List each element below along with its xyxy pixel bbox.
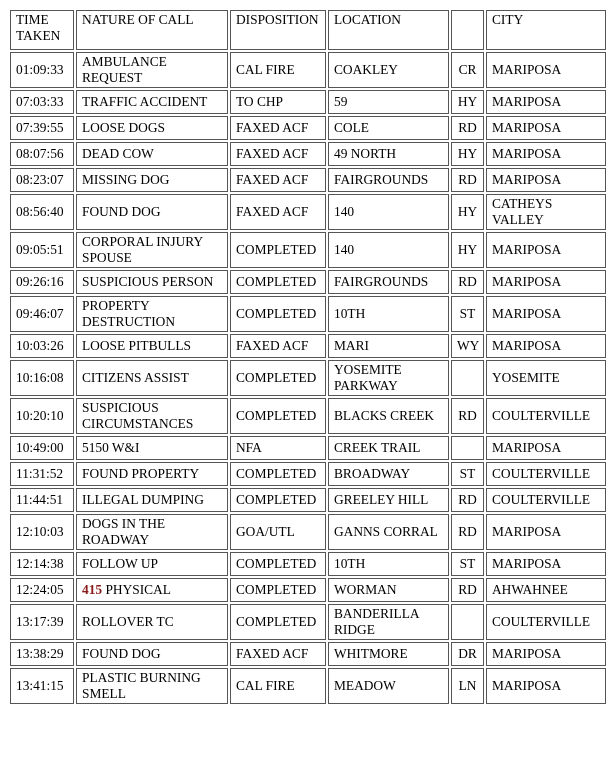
- cell-city: COULTERVILLE: [486, 488, 606, 512]
- cell-nature-of-call: MISSING DOG: [76, 168, 228, 192]
- cell-city: MARIPOSA: [486, 52, 606, 88]
- cell-city: MARIPOSA: [486, 90, 606, 114]
- cell-time-taken: 08:23:07: [10, 168, 74, 192]
- cell-city: COULTERVILLE: [486, 462, 606, 486]
- cell-time-taken: 12:14:38: [10, 552, 74, 576]
- cell-street-suffix: RD: [451, 168, 484, 192]
- cell-time-taken: 12:24:05: [10, 578, 74, 602]
- cell-disposition: FAXED ACF: [230, 116, 326, 140]
- call-log-table: [8, 8, 608, 706]
- cell-city: MARIPOSA: [486, 168, 606, 192]
- penal-code: 415: [82, 582, 103, 597]
- cell-disposition: TO CHP: [230, 90, 326, 114]
- header-city: CITY: [486, 10, 606, 50]
- cell-street-suffix: [451, 604, 484, 640]
- cell-disposition: COMPLETED: [230, 360, 326, 396]
- cell-disposition: COMPLETED: [230, 462, 326, 486]
- header-disposition: DISPOSITION: [230, 10, 326, 50]
- cell-street-suffix: [451, 436, 484, 460]
- cell-time-taken: 10:20:10: [10, 398, 74, 434]
- cell-time-taken: 10:16:08: [10, 360, 74, 396]
- table-row: [10, 514, 606, 550]
- cell-nature-of-call: LOOSE DOGS: [76, 116, 228, 140]
- nature-text: PHYSICAL: [105, 582, 171, 597]
- cell-street-suffix: RD: [451, 514, 484, 550]
- cell-disposition: FAXED ACF: [230, 194, 326, 230]
- cell-location: BROADWAY: [328, 462, 449, 486]
- table-row: [10, 398, 606, 434]
- cell-nature-of-call: TRAFFIC ACCIDENT: [76, 90, 228, 114]
- cell-disposition: NFA: [230, 436, 326, 460]
- cell-street-suffix: CR: [451, 52, 484, 88]
- cell-time-taken: 10:49:00: [10, 436, 74, 460]
- cell-street-suffix: RD: [451, 398, 484, 434]
- cell-street-suffix: HY: [451, 90, 484, 114]
- cell-location: 10TH: [328, 552, 449, 576]
- cell-nature-of-call: PROPERTY DESTRUCTION: [76, 296, 228, 332]
- table-row: [10, 668, 606, 704]
- cell-disposition: COMPLETED: [230, 604, 326, 640]
- cell-city: COULTERVILLE: [486, 398, 606, 434]
- cell-street-suffix: ST: [451, 462, 484, 486]
- cell-disposition: CAL FIRE: [230, 668, 326, 704]
- cell-street-suffix: RD: [451, 578, 484, 602]
- cell-time-taken: 13:38:29: [10, 642, 74, 666]
- cell-disposition: COMPLETED: [230, 232, 326, 268]
- cell-time-taken: 08:07:56: [10, 142, 74, 166]
- cell-street-suffix: WY: [451, 334, 484, 358]
- header-location: LOCATION: [328, 10, 449, 50]
- cell-time-taken: 07:03:33: [10, 90, 74, 114]
- cell-nature-of-call: FOUND DOG: [76, 642, 228, 666]
- cell-time-taken: 12:10:03: [10, 514, 74, 550]
- cell-disposition: FAXED ACF: [230, 642, 326, 666]
- table-row: [10, 90, 606, 114]
- cell-street-suffix: HY: [451, 232, 484, 268]
- header-time-taken: TIME TAKEN: [10, 10, 74, 50]
- table-row: [10, 642, 606, 666]
- cell-street-suffix: RD: [451, 116, 484, 140]
- cell-city: MARIPOSA: [486, 270, 606, 294]
- cell-nature-of-call: [76, 578, 228, 602]
- cell-location: MEADOW: [328, 668, 449, 704]
- cell-street-suffix: RD: [451, 270, 484, 294]
- cell-location: BANDERILLA RIDGE: [328, 604, 449, 640]
- cell-street-suffix: [451, 360, 484, 396]
- table-row: [10, 52, 606, 88]
- cell-city: AHWAHNEE: [486, 578, 606, 602]
- header-nature-of-call: NATURE OF CALL: [76, 10, 228, 50]
- cell-disposition: FAXED ACF: [230, 168, 326, 192]
- cell-location: FAIRGROUNDS: [328, 168, 449, 192]
- cell-location: CREEK TRAIL: [328, 436, 449, 460]
- cell-time-taken: 01:09:33: [10, 52, 74, 88]
- cell-city: MARIPOSA: [486, 142, 606, 166]
- cell-time-taken: 08:56:40: [10, 194, 74, 230]
- table-row: [10, 462, 606, 486]
- cell-city: MARIPOSA: [486, 436, 606, 460]
- cell-city: MARIPOSA: [486, 232, 606, 268]
- cell-city: MARIPOSA: [486, 116, 606, 140]
- cell-location: GANNS CORRAL: [328, 514, 449, 550]
- header-row: [10, 10, 606, 50]
- cell-nature-of-call: DEAD COW: [76, 142, 228, 166]
- cell-location: COAKLEY: [328, 52, 449, 88]
- cell-time-taken: 13:41:15: [10, 668, 74, 704]
- cell-nature-of-call: LOOSE PITBULLS: [76, 334, 228, 358]
- cell-disposition: FAXED ACF: [230, 142, 326, 166]
- cell-time-taken: 11:31:52: [10, 462, 74, 486]
- cell-location: 49 NORTH: [328, 142, 449, 166]
- cell-street-suffix: RD: [451, 488, 484, 512]
- cell-disposition: COMPLETED: [230, 296, 326, 332]
- cell-nature-of-call: 5150 W&I: [76, 436, 228, 460]
- cell-city: YOSEMITE: [486, 360, 606, 396]
- cell-disposition: COMPLETED: [230, 578, 326, 602]
- cell-time-taken: 13:17:39: [10, 604, 74, 640]
- cell-street-suffix: HY: [451, 194, 484, 230]
- cell-time-taken: 11:44:51: [10, 488, 74, 512]
- call-log: [8, 8, 606, 706]
- cell-city: MARIPOSA: [486, 296, 606, 332]
- cell-nature-of-call: CITIZENS ASSIST: [76, 360, 228, 396]
- cell-disposition: COMPLETED: [230, 488, 326, 512]
- cell-location: 10TH: [328, 296, 449, 332]
- cell-street-suffix: HY: [451, 142, 484, 166]
- cell-time-taken: 07:39:55: [10, 116, 74, 140]
- cell-disposition: COMPLETED: [230, 552, 326, 576]
- cell-disposition: COMPLETED: [230, 270, 326, 294]
- cell-nature-of-call: DOGS IN THE ROADWAY: [76, 514, 228, 550]
- table-row: [10, 142, 606, 166]
- table-row: [10, 116, 606, 140]
- cell-city: CATHEYS VALLEY: [486, 194, 606, 230]
- cell-nature-of-call: PLASTIC BURNING SMELL: [76, 668, 228, 704]
- cell-street-suffix: DR: [451, 642, 484, 666]
- table-row: [10, 168, 606, 192]
- cell-nature-of-call: CORPORAL INJURY SPOUSE: [76, 232, 228, 268]
- cell-time-taken: 09:46:07: [10, 296, 74, 332]
- cell-street-suffix: ST: [451, 296, 484, 332]
- cell-city: MARIPOSA: [486, 552, 606, 576]
- table-row: [10, 232, 606, 268]
- cell-nature-of-call: FOUND PROPERTY: [76, 462, 228, 486]
- cell-city: MARIPOSA: [486, 642, 606, 666]
- cell-location: FAIRGROUNDS: [328, 270, 449, 294]
- cell-time-taken: 10:03:26: [10, 334, 74, 358]
- cell-location: GREELEY HILL: [328, 488, 449, 512]
- cell-city: MARIPOSA: [486, 514, 606, 550]
- table-row: [10, 334, 606, 358]
- table-row: [10, 270, 606, 294]
- cell-nature-of-call: ROLLOVER TC: [76, 604, 228, 640]
- cell-time-taken: 09:26:16: [10, 270, 74, 294]
- cell-city: COULTERVILLE: [486, 604, 606, 640]
- cell-location: COLE: [328, 116, 449, 140]
- table-row: [10, 360, 606, 396]
- cell-location: YOSEMITE PARKWAY: [328, 360, 449, 396]
- cell-disposition: GOA/UTL: [230, 514, 326, 550]
- cell-location: WORMAN: [328, 578, 449, 602]
- cell-location: BLACKS CREEK: [328, 398, 449, 434]
- cell-disposition: COMPLETED: [230, 398, 326, 434]
- cell-location: 140: [328, 194, 449, 230]
- table-row: [10, 436, 606, 460]
- cell-nature-of-call: AMBULANCE REQUEST: [76, 52, 228, 88]
- cell-location: MARI: [328, 334, 449, 358]
- cell-disposition: FAXED ACF: [230, 334, 326, 358]
- cell-street-suffix: ST: [451, 552, 484, 576]
- cell-nature-of-call: ILLEGAL DUMPING: [76, 488, 228, 512]
- cell-disposition: CAL FIRE: [230, 52, 326, 88]
- cell-street-suffix: LN: [451, 668, 484, 704]
- table-row: [10, 604, 606, 640]
- cell-location: 59: [328, 90, 449, 114]
- table-row: [10, 552, 606, 576]
- cell-city: MARIPOSA: [486, 668, 606, 704]
- cell-city: MARIPOSA: [486, 334, 606, 358]
- cell-nature-of-call: SUSPICIOUS CIRCUMSTANCES: [76, 398, 228, 434]
- table-row: [10, 488, 606, 512]
- cell-time-taken: 09:05:51: [10, 232, 74, 268]
- table-header: [10, 10, 606, 50]
- table-row: [10, 296, 606, 332]
- table-row: [10, 578, 606, 602]
- table-row: [10, 194, 606, 230]
- cell-nature-of-call: FOUND DOG: [76, 194, 228, 230]
- table-body: [10, 52, 606, 704]
- header-street-suffix: [451, 10, 484, 50]
- cell-nature-of-call: FOLLOW UP: [76, 552, 228, 576]
- cell-nature-of-call: SUSPICIOUS PERSON: [76, 270, 228, 294]
- cell-location: 140: [328, 232, 449, 268]
- cell-location: WHITMORE: [328, 642, 449, 666]
